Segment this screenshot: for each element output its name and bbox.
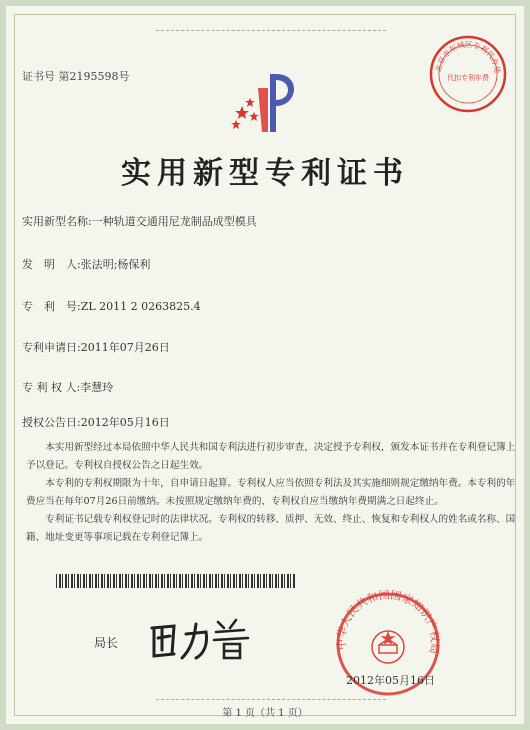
director-title: 局长 [94,636,119,650]
field-label: 发 明 人: [22,258,81,271]
page-title: 实用新型专利证书 [121,156,409,191]
field-application-date [22,339,170,355]
national-emblem-icon [372,631,404,663]
certificate-number-label: 证书号 [22,70,55,83]
field-patent-number [22,298,201,314]
body-paragraph: 本实用新型经过本局依照中华人民共和国专利法进行初步审查，决定授予专利权，颁发本证书并在专利登记簿上予以登记。专利权自授权公告之日起生效。 [26,442,516,471]
field-patentee [22,379,113,395]
certificate-number [22,68,130,84]
field-inventor [22,256,150,272]
barcode [56,574,296,588]
field-label: 专 利 权 人: [22,381,81,394]
top-ornament [156,8,386,31]
agency-seal-subtext: 代扣专利年费 [447,74,489,82]
agency-seal [427,33,509,115]
page-number: 第 1 页（共 1 页） [222,708,308,719]
field-value: 张法明;杨保利 [80,258,151,271]
field-value: 一种轨道交通用尼龙制品成型模具 [91,215,257,228]
field-utility-model-name [22,213,257,229]
certificate-number-value: 第2195598号 [58,70,130,83]
field-label: 授权公告日: [22,416,81,429]
sipo-logo-icon [228,68,308,136]
field-value: 2012年05月16日 [80,416,170,429]
svg-text:北京市东城区专利代办处 [433,39,503,75]
field-value: 2011年07月26日 [80,341,170,354]
field-label: 专利申请日: [22,341,81,354]
certificate-body [26,439,516,547]
field-label: 专 利 号: [22,300,81,313]
director-signature [144,614,264,664]
body-paragraph: 专利证书记载专利权登记时的法律状况。专利权的转移、质押、无效、终止、恢复和专利权人的姓名或名称、国籍、地址变更等事项记载在专利登记簿上。 [26,514,516,543]
body-paragraph: 本专利的专利权期限为十年，自申请日起算。专利权人应当依照专利法及其实施细则规定缴纳年费。本专利的年费应当在每年07月26日前缴纳。未按照规定缴纳年费的，专利权自应当缴纳年费期满之日起终止。 [26,478,516,507]
official-seal-text: 中华人民共和国国家知识产权局 [334,589,442,655]
agency-seal-text: 北京市东城区专利代办处 [433,39,503,75]
field-value: ZL 2011 2 0263825.4 [80,300,201,313]
field-value: 李慧玲 [80,381,114,394]
field-label: 实用新型名称: [22,215,92,228]
seal-date: 2012年05月16日 [346,674,435,687]
field-grant-date [22,414,170,430]
